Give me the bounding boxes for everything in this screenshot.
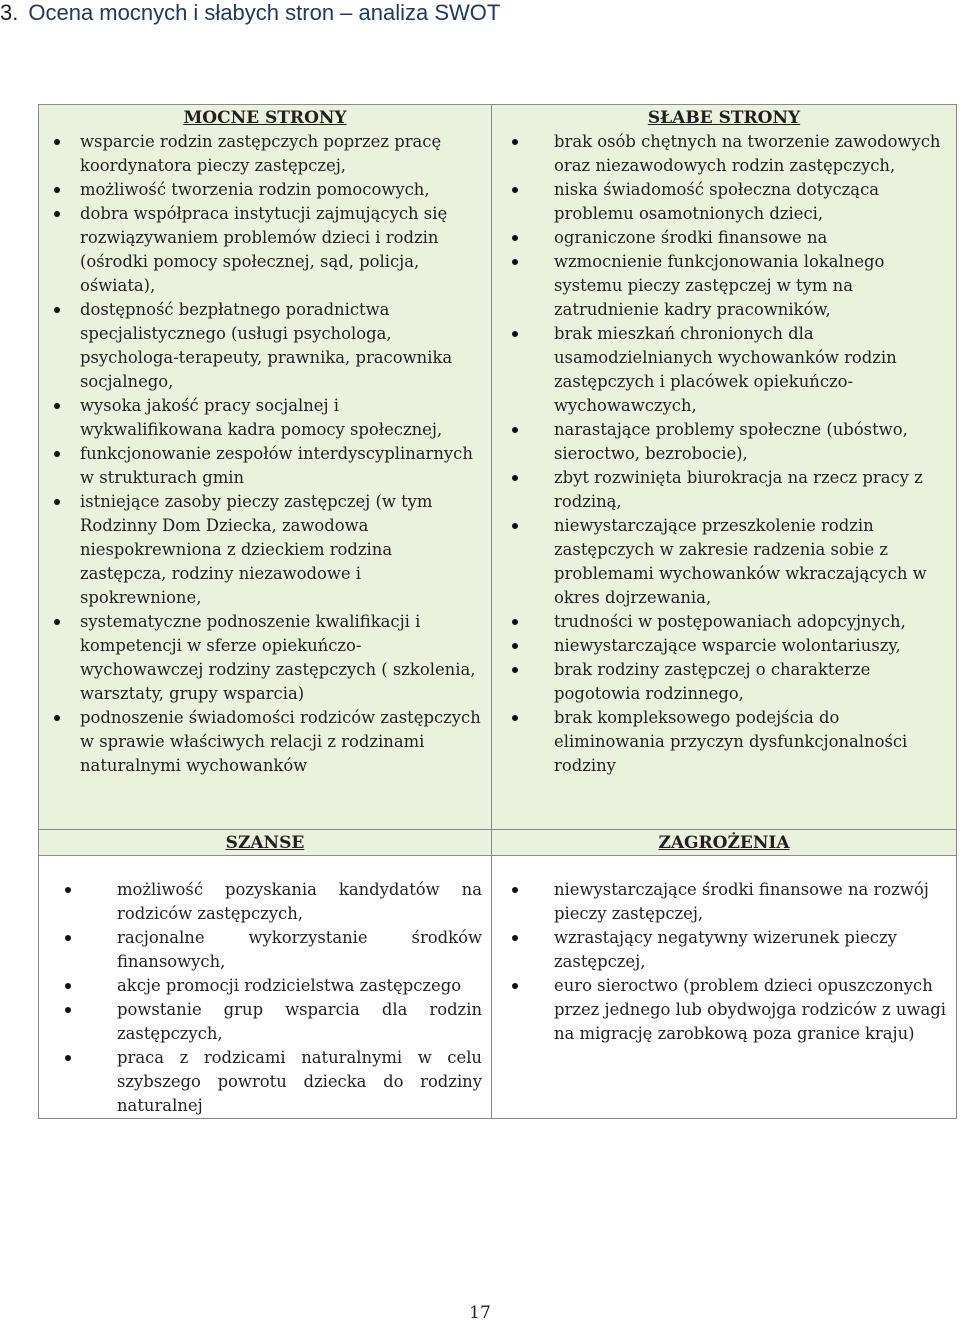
list-item: dobra współpraca instytucji zajmujących się rozwiązywaniem problemów dzieci i rodzin (ośrodki pomocy społecznej, sąd, policja, oświata), xyxy=(39,202,491,298)
list-item: dostępność bezpłatnego poradnictwa specjalistycznego (usługi psychologa, psychologa-terapeuty, prawnika, pracownika socjalnego, xyxy=(39,298,491,394)
list-item: niewystarczające środki finansowe na rozwój pieczy zastępczej, xyxy=(492,878,956,926)
list-item: narastające problemy społeczne (ubóstwo, sieroctwo, bezrobocie), xyxy=(492,418,956,466)
list-item: wzrastający negatywny wizerunek pieczy zastępczej, xyxy=(492,926,956,974)
opportunities-header-cell xyxy=(39,830,492,856)
list-item: praca z rodzicami naturalnymi w celu szybszego powrotu dziecka do rodziny naturalnej xyxy=(39,1046,491,1118)
threats-cell xyxy=(492,856,957,1119)
list-item: niska świadomość społeczna dotycząca problemu osamotnionych dzieci, xyxy=(492,178,956,226)
list-item: niewystarczające przeszkolenie rodzin zastępczych w zakresie radzenia sobie z problemami wychowanków wkraczających w okres dojrzewania, xyxy=(492,514,956,610)
weaknesses-title: SŁABE STRONY xyxy=(647,108,801,128)
list-item: podnoszenie świadomości rodziców zastępczych w sprawie właściwych relacji z rodzinami naturalnymi wychowanków xyxy=(39,706,491,778)
opportunities-cell xyxy=(39,856,492,1119)
list-item: systematyczne podnoszenie kwalifikacji i kompetencji w sferze opiekuńczo-wychowawczej rodziny zastępczych ( szkolenia, warsztaty, grupy wsparcia) xyxy=(39,610,491,706)
weaknesses-list xyxy=(492,130,956,778)
list-item: brak osób chętnych na tworzenie zawodowych oraz niezawodowych rodzin zastępczych, xyxy=(492,130,956,178)
list-item: możliwość tworzenia rodzin pomocowych, xyxy=(39,178,491,202)
threats-list xyxy=(492,878,956,1046)
page-number: 17 xyxy=(469,1303,491,1323)
list-item: brak kompleksowego podejścia do eliminowania przyczyn dysfunkcjonalności rodziny xyxy=(492,706,956,778)
opportunities-title: SZANSE xyxy=(225,833,305,853)
list-item: istniejące zasoby pieczy zastępczej (w tym Rodzinny Dom Dziecka, zawodowa niespokrewniona z dzieckiem rodzina zastępcza, rodziny niezawodowe i spokrewnione, xyxy=(39,490,491,610)
list-item: funkcjonowanie zespołów interdyscyplinarnych w strukturach gmin xyxy=(39,442,491,490)
list-item: brak rodziny zastępczej o charakterze pogotowia rodzinnego, xyxy=(492,658,956,706)
list-item: wsparcie rodzin zastępczych poprzez pracę koordynatora pieczy zastępczej, xyxy=(39,130,491,178)
strengths-list xyxy=(39,130,491,778)
section-heading xyxy=(0,0,500,26)
threats-header-cell xyxy=(492,830,957,856)
list-item: ograniczone środki finansowe na xyxy=(492,226,956,250)
list-item: zbyt rozwinięta biurokracja na rzecz pracy z rodziną, xyxy=(492,466,956,514)
opportunities-list xyxy=(39,878,491,1118)
section-number: 3. xyxy=(0,0,19,25)
list-item: powstanie grup wsparcia dla rodzin zastępczych, xyxy=(39,998,491,1046)
list-item: wysoka jakość pracy socjalnej i wykwalifikowana kadra pomocy społecznej, xyxy=(39,394,491,442)
strengths-title: MOCNE STRONY xyxy=(183,108,347,128)
swot-table xyxy=(38,104,957,1119)
weaknesses-cell xyxy=(492,105,957,830)
list-item: możliwość pozyskania kandydatów na rodziców zastępczych, xyxy=(39,878,491,926)
list-item: brak mieszkań chronionych dla usamodzielnianych wychowanków rodzin zastępczych i placówek opiekuńczo-wychowawczych, xyxy=(492,322,956,418)
list-item: wzmocnienie funkcjonowania lokalnego systemu pieczy zastępczej w tym na zatrudnienie kadry pracowników, xyxy=(492,250,956,322)
strengths-cell xyxy=(39,105,492,830)
list-item: euro sieroctwo (problem dzieci opuszczonych przez jednego lub obydwojga rodziców z uwagi na migrację zarobkową poza granice kraju) xyxy=(492,974,956,1046)
list-item: akcje promocji rodzicielstwa zastępczego xyxy=(39,974,491,998)
list-item: racjonalne wykorzystanie środków finansowych, xyxy=(39,926,491,974)
list-item: trudności w postępowaniach adopcyjnych, xyxy=(492,610,956,634)
list-item: niewystarczające wsparcie wolontariuszy, xyxy=(492,634,956,658)
section-title: Ocena mocnych i słabych stron – analiza SWOT xyxy=(28,0,501,25)
threats-title: ZAGROŻENIA xyxy=(658,833,790,853)
